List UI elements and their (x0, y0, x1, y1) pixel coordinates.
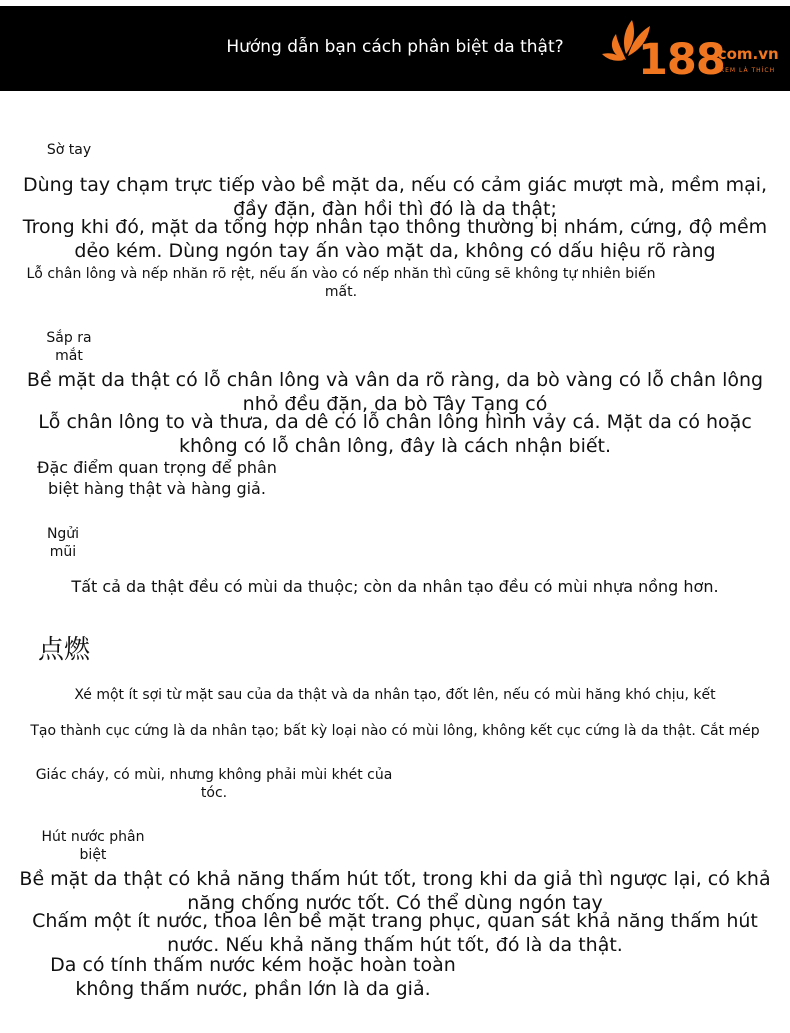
paragraph: Lỗ chân lông và nếp nhăn rõ rệt, nếu ấn vào có nếp nhăn thì cũng sẽ không tự nhiên biến mất. (26, 266, 656, 301)
section-heading-touch: Sờ tay (46, 142, 92, 158)
section-heading-smell: Ngửi mũi (46, 526, 80, 561)
paragraph: Bề mặt da thật có khả năng thấm hút tốt, trong khi da giả thì ngược lại, có khả năng chống nước tốt. Có thể dùng ngón tay (19, 868, 771, 914)
paragraph: Dùng tay chạm trực tiếp vào bề mặt da, nếu có cảm giác mượt mà, mềm mại, đầy đặn, đàn hồi thì đó là da thật; (22, 174, 768, 220)
section-heading-water: Hút nước phân biệt (41, 829, 145, 864)
paragraph: Bề mặt da thật có lỗ chân lông và vân da rõ ràng, da bò vàng có lỗ chân lông nhỏ đều đặn, da bò Tây Tạng có (26, 369, 764, 415)
logo-number: 188 (638, 35, 725, 85)
logo-tagline: XEM LÀ THÍCH (720, 67, 776, 74)
section-heading-look: Sắp ra mắt (46, 330, 92, 365)
paragraph: Chấm một ít nước, thoa lên bề mặt trang phục, quan sát khả năng thấm hút nước. Nếu khả năng thấm hút tốt, đó là da thật. (32, 910, 758, 956)
paragraph: Lỗ chân lông to và thưa, da dê có lỗ chân lông hình vảy cá. Mặt da có hoặc không có lỗ chân lông, đây là cách nhận biết. (38, 411, 752, 457)
paragraph: Tạo thành cục cứng là da nhân tạo; bất kỳ loại nào có mùi lông, không kết cục cứng là da thật. Cắt mép (30, 723, 760, 739)
section-heading-burn: 点燃 (38, 635, 91, 665)
paragraph: Giác cháy, có mùi, nhưng không phải mùi khét của tóc. (35, 767, 393, 802)
page-title: Hướng dẫn bạn cách phân biệt da thật? (226, 37, 564, 57)
paragraph: Trong khi đó, mặt da tổng hợp nhân tạo thông thường bị nhám, cứng, độ mềm dẻo kém. Dùng ngón tay ấn vào mặt da, không có dấu hiệu rõ ràng (22, 216, 768, 262)
paragraph: Tất cả da thật đều có mùi da thuộc; còn da nhân tạo đều có mùi nhựa nồng hơn. (71, 577, 719, 596)
paragraph: Đặc điểm quan trọng để phân biệt hàng thật và hàng giả. (37, 458, 277, 498)
paragraph: Xé một ít sợi từ mặt sau của da thật và da nhân tạo, đốt lên, nếu có mùi hăng khó chịu, kết (74, 687, 716, 703)
site-logo[interactable] (602, 16, 788, 91)
header-banner (0, 6, 790, 91)
paragraph: Da có tính thấm nước kém hoặc hoàn toàn không thấm nước, phần lớn là da giả. (50, 954, 456, 1000)
logo-domain: .com.vn (712, 45, 779, 63)
